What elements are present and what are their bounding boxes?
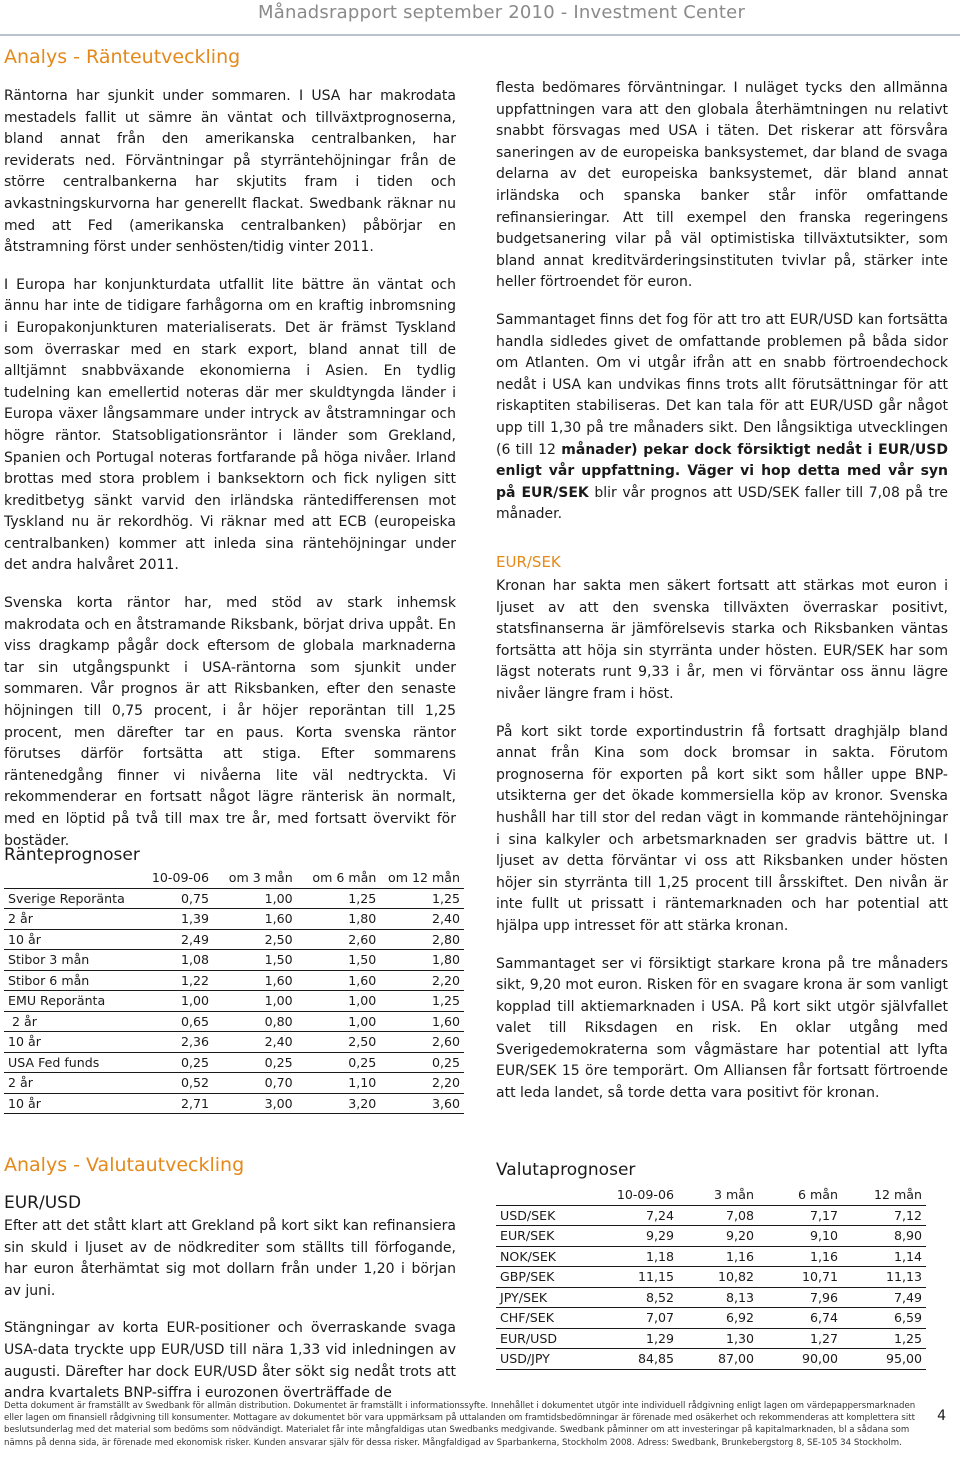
table-cell: 1,25: [297, 888, 381, 909]
table-row: [496, 1205, 926, 1226]
report-header: Månadsrapport september 2010 - Investment Center: [258, 2, 746, 23]
table-row: [496, 1267, 926, 1288]
table-cell: 2,60: [380, 1032, 464, 1053]
table-row: [496, 1349, 926, 1370]
table-cell: 2 år: [4, 909, 140, 930]
table-header: [496, 1185, 596, 1205]
table-cell: 1,00: [297, 991, 381, 1012]
table-row: [496, 1246, 926, 1267]
table-cell: 0,75: [140, 888, 213, 909]
table-cell: GBP/SEK: [496, 1267, 596, 1288]
table-row: [4, 1093, 464, 1114]
text-run: Sammantaget finns det fog för att tro att EUR/USD kan fortsätta handla sidledes givet de omfattande problemen på båda sidor om Atlanten. Om vi utgår ifrån att en snabb förtroendechock nedåt i USA kan undvikas finns trots allt förutsättningar för att riskaptiten stabiliseras. Det kan tala för att EUR/USD går något upp till 1,30 på tre månaders sikt. Den långsiktiga utvecklingen (6 till 12: [496, 311, 948, 458]
table-cell: 10 år: [4, 1032, 140, 1053]
table-cell: 0,52: [140, 1073, 213, 1094]
rates-right-column: [496, 78, 948, 542]
table-cell: 1,10: [297, 1073, 381, 1094]
table-cell: 2,60: [297, 929, 381, 950]
table-cell: 3,20: [297, 1093, 381, 1114]
table-cell: 11,15: [596, 1267, 678, 1288]
table-cell: 7,08: [678, 1205, 758, 1226]
table-cell: 2,50: [297, 1032, 381, 1053]
table-cell: 0,25: [380, 1052, 464, 1073]
table-row: [4, 1011, 464, 1032]
table-cell: 10 år: [4, 929, 140, 950]
fx-section-title: Analys - Valutautveckling: [4, 1154, 245, 1176]
table-cell: 10 år: [4, 1093, 140, 1114]
eursek-subtitle: EUR/SEK: [496, 553, 561, 571]
table-cell: 7,17: [758, 1205, 842, 1226]
table-cell: 1,60: [380, 1011, 464, 1032]
table-cell: 0,25: [213, 1052, 297, 1073]
table-row: [496, 1328, 926, 1349]
table-cell: 1,14: [842, 1246, 926, 1267]
paragraph: Sammantaget ser vi försiktigt starkare krona på tre månaders sikt, 9,20 mot euron. Risken för en svagare krona är som vanligt kopplad till aktiemarknaden i USA. På kort sikt utgör självfallet valet till Riksdagen en risk. En oklar utgång med Sverigedemokraterna som vågmästare har potential att lyfta EUR/SEK 15 öre temporärt. Om Alliansen får fortsatt förtroende att leda landet, så torde detta vara positivt för kronan.: [496, 955, 948, 1102]
paragraph: På kort sikt torde exportindustrin få fortsatt draghjälp bland annat från Kina som dock bromsar in sakta. Förutom prognoserna för exporten på kort sikt som håller uppe BNP-utsikterna ger det ökade kommersiella köp av kronor. Svenska hushåll har till stor del redan vägt in kommande räntehöjningar i sina kalkyler och arbetsmarknaden ser gradvis bättre ut. I ljuset av detta förväntar vi oss att Riksbanken under hösten höjer sin styrränta till 1,25 procent till årsskiftet. Den nivån är inte fullt ut prissatt i räntemarknaden och har potential att hjälpa upp intresset för att stärka kronan.: [496, 723, 948, 934]
disclaimer-footer: Detta dokument är framställt av Swedbank för allmän distribution. Dokumentet är framställt i informationssyfte. Innehållet i dokumentet utgör inte individuell rådgivning enligt lagen om värdepappersmarknaden eller lagen om finansiell rådgivning till konsumenter. Mottagare av dokumentet bör vara uppmärksam på uttalanden om framtidsbedömningar är förenade med osäkerhet och rekommenderas att komplettera sitt beslutsunderlag med det material som bedöms som nödvändigt. Materialet får inte mångfaldigas utan Swedbanks medgivande. Swedbank påminner om att investeringar på kapitalmarknaden, bl a sådana som nämns på denna sida, är förenade med ekonomisk risker. Kunden ansvarar själv för dessa risker. Mångfaldigad av Sparbankerna, Stockholm 2008. Adress: Swedbank, Brunkebergstorg 8, SE-105 34 Stockholm.: [4, 1401, 916, 1448]
fx-table-title: Valutaprognoser: [496, 1160, 636, 1180]
table-row: [496, 1287, 926, 1308]
table-header: 3 mån: [714, 1187, 754, 1203]
table-cell: 87,00: [678, 1349, 758, 1370]
table-cell: 7,24: [596, 1205, 678, 1226]
text-run: blir vår prognos att USD/SEK faller till 7,08 på tre månader.: [496, 484, 949, 523]
table-header: om 3 mån: [228, 870, 293, 886]
table-cell: 90,00: [758, 1349, 842, 1370]
table-row: [4, 1052, 464, 1073]
table-cell: 1,25: [380, 991, 464, 1012]
paragraph: Stängningar av korta EUR-positioner och överraskande svaga USA-data tryckte upp EUR/USD till nära 1,33 vid inledningen av augusti. Därefter har dock EUR/USD åter sökt sig nedåt trots att andra kvartalets BNP-siffra i eurozonen överträffade de: [4, 1320, 456, 1402]
table-cell: 7,49: [842, 1287, 926, 1308]
table-cell: JPY/SEK: [496, 1287, 596, 1308]
table-cell: 1,30: [678, 1328, 758, 1349]
table-header-row: [4, 868, 464, 888]
table-cell: 2,40: [213, 1032, 297, 1053]
rates-section-title: Analys - Ränteutveckling: [4, 46, 241, 68]
fx-forecast-table: [496, 1185, 926, 1370]
paragraph: [496, 310, 948, 526]
table-cell: USA Fed funds: [4, 1052, 140, 1073]
table-cell: 0,25: [140, 1052, 213, 1073]
table-cell: 1,00: [140, 991, 213, 1012]
table-cell: 9,20: [678, 1226, 758, 1247]
table-cell: 0,70: [213, 1073, 297, 1094]
paragraph: Efter att det stått klart att Grekland på kort sikt kan refinansiera sin skuld i ljuset av de nödkrediter som ställts till förfogande, har euron återhämtat sig mot dollarn från under 1,20 i början av juni.: [4, 1218, 456, 1299]
table-cell: 0,25: [297, 1052, 381, 1073]
table-cell: Stibor 3 mån: [4, 950, 140, 971]
table-header: 12 mån: [874, 1187, 922, 1203]
table-cell: 10,82: [678, 1267, 758, 1288]
table-cell: 1,80: [297, 909, 381, 930]
table-cell: 1,00: [213, 991, 297, 1012]
paragraph: flesta bedömares förväntningar. I nuläget tycks den allmänna uppfattningen vara att den globala återhämtningen nu relativt snabbt försvagas med USA i täten. Det riskerar att försvåra saneringen av de europeiska banksystemet, dar bland de svaga delarna av det europeiska banksystemet, där bland annat irländska och spanska banker står inför omfattande refinansieringar. Att till exempel den franska regeringens budgetsanering vilar på väl optimistiska tillväxtutsikter, som bland annat kreditvärderingsinstituten tvivlar på, stärker inte heller förtroendet för euron.: [496, 80, 948, 291]
header-divider: [0, 34, 960, 36]
table-cell: 7,96: [758, 1287, 842, 1308]
table-header: [4, 868, 140, 888]
table-header-row: [496, 1185, 926, 1205]
emphasis-text: månader) pekar dock försiktigt nedåt i EUR/USD enligt vår uppfattning. Väger vi hop detta med vår syn på EUR/SEK: [496, 441, 948, 501]
table-cell: 2,20: [380, 1073, 464, 1094]
table-cell: 10,71: [758, 1267, 842, 1288]
table-cell: 7,12: [842, 1205, 926, 1226]
table-row: [4, 888, 464, 909]
table-cell: 11,13: [842, 1267, 926, 1288]
table-header: 6 mån: [798, 1187, 838, 1203]
table-cell: NOK/SEK: [496, 1246, 596, 1267]
table-header: om 12 mån: [388, 870, 460, 886]
table-cell: 2 år: [4, 1073, 140, 1094]
fx-column: [4, 1216, 456, 1421]
table-cell: 1,80: [380, 950, 464, 971]
table-cell: Stibor 6 mån: [4, 970, 140, 991]
table-cell: 1,22: [140, 970, 213, 991]
table-cell: 2,50: [213, 929, 297, 950]
table-cell: 1,16: [758, 1246, 842, 1267]
table-cell: 1,39: [140, 909, 213, 930]
table-cell: USD/SEK: [496, 1205, 596, 1226]
table-row: [4, 1073, 464, 1094]
table-cell: 8,52: [596, 1287, 678, 1308]
eursek-column: [496, 576, 948, 1121]
table-cell: 1,60: [213, 970, 297, 991]
table-cell: 0,80: [213, 1011, 297, 1032]
table-cell: USD/JPY: [496, 1349, 596, 1370]
table-cell: 1,25: [842, 1328, 926, 1349]
table-cell: 9,10: [758, 1226, 842, 1247]
table-cell: 2,20: [380, 970, 464, 991]
table-cell: 0,65: [140, 1011, 213, 1032]
table-cell: 6,74: [758, 1308, 842, 1329]
table-cell: CHF/SEK: [496, 1308, 596, 1329]
table-cell: 84,85: [596, 1349, 678, 1370]
table-cell: 1,16: [678, 1246, 758, 1267]
table-cell: 1,60: [297, 970, 381, 991]
table-cell: EMU Reporänta: [4, 991, 140, 1012]
table-cell: 1,60: [213, 909, 297, 930]
table-cell: Sverige Reporänta: [4, 888, 140, 909]
table-cell: 1,25: [380, 888, 464, 909]
paragraph: Kronan har sakta men säkert fortsatt att stärkas mot euron i ljuset av att den svenska tillväxten överraskar positivt, statsfinanserna är jämförelsevis starka och Riksbanken väntas fortsätta att höja sin styrränta under hösten. EUR/SEK har som lägst noterats runt 9,33 i år, men vi förväntar oss ännu lägre nivåer längre fram i höst.: [496, 578, 948, 702]
rate-forecast-table: [4, 868, 464, 1114]
paragraph: Räntorna har sjunkit under sommaren. I USA har makrodata mestadels fallit ut sämre än väntat och tillväxtprognoserna, bland annat från den amerikanska centralbanken, har reviderats ned. Förväntningar på styrräntehöjningar från de större centralbankerna har skjutits fram i tiden och avkastningskurvorna har generellt flackat. Swedbank räknar nu med att Fed (amerikanska centralbanken) påbörjar en åtstramning först under senhösten/tidig vinter 2011.: [4, 88, 456, 256]
table-cell: EUR/SEK: [496, 1226, 596, 1247]
table-cell: 1,27: [758, 1328, 842, 1349]
table-row: [496, 1226, 926, 1247]
table-cell: 3,60: [380, 1093, 464, 1114]
table-cell: 1,50: [297, 950, 381, 971]
table-row: [4, 991, 464, 1012]
table-cell: 7,07: [596, 1308, 678, 1329]
table-row: [4, 929, 464, 950]
table-cell: 2,40: [380, 909, 464, 930]
table-cell: 1,08: [140, 950, 213, 971]
table-row: [496, 1308, 926, 1329]
table-cell: 1,00: [213, 888, 297, 909]
page-number: 4: [937, 1408, 946, 1424]
table-row: [4, 950, 464, 971]
paragraph: I Europa har konjunkturdata utfallit lite bättre än väntat och ännu har inte de tidigare farhågorna om en kraftig inbromsning i Europakonjunkturen materialiserats. Det är främst Tyskland som överraskar med en stark export, bland annat till de alltjämnt snabbväxande ekonomierna i Asien. En tydlig tudelning kan emellertid noteras där mer skuldtyngda länder i Europa växer långsammare under intryck av åtstramningar och högre räntor. Statsobligationsräntor i länder som Grekland, Spanien och Portugal noteras fortfarande på höga nivåer. Irland brottas med stora problem i banksektorn och fick nyligen sitt kreditbetyg sänkt varvid den irländska räntedifferensen mot Tyskland nu är rekordhög. Vi räknar med att ECB (europeiska centralbanken) kommer att inleda sina räntehöjningar under det andra halvåret 2011.: [4, 276, 456, 574]
table-row: [4, 1032, 464, 1053]
table-cell: 9,29: [596, 1226, 678, 1247]
table-cell: 95,00: [842, 1349, 926, 1370]
rate-table-title: Ränteprognoser: [4, 845, 140, 865]
table-cell: 2,36: [140, 1032, 213, 1053]
table-cell: 8,90: [842, 1226, 926, 1247]
table-cell: 1,18: [596, 1246, 678, 1267]
table-cell: 2,71: [140, 1093, 213, 1114]
table-cell: 1,29: [596, 1328, 678, 1349]
table-cell: 3,00: [213, 1093, 297, 1114]
paragraph: Svenska korta räntor har, med stöd av stark inhemsk makrodata och en åtstramande Riksbank, börjat driva uppåt. En viss dragkamp pågår dock eftersom de globala marknaderna tar sin utgångspunkt i USA-räntorna som sjunkit under sommaren. Vår prognos är att Riksbanken, efter den senaste höjningen till 0,75 procent, i år höjer reporäntan till 1,25 procent, men därefter tar en paus. Korta svenska räntor förutses därför fortsätta att stiga. Efter sommarens räntenedgång finner vi nivåerna lite väl nedtryckta. Vi rekommenderar en fortsatt något lägre ränterisk än normalt, med en löptid på två till max tre år, med fortsatt övervikt för bostäder.: [4, 595, 456, 849]
table-cell: 2,80: [380, 929, 464, 950]
table-cell: EUR/USD: [496, 1328, 596, 1349]
table-cell: 2 år: [4, 1011, 140, 1032]
table-cell: 1,50: [213, 950, 297, 971]
table-cell: 1,00: [297, 1011, 381, 1032]
table-header: om 6 mån: [312, 870, 377, 886]
table-cell: 6,59: [842, 1308, 926, 1329]
table-header: 10-09-06: [616, 1187, 674, 1203]
table-header: 10-09-06: [151, 870, 210, 886]
table-cell: 2,49: [140, 929, 213, 950]
table-cell: 6,92: [678, 1308, 758, 1329]
rates-left-column: [4, 86, 456, 868]
table-cell: 8,13: [678, 1287, 758, 1308]
eurusd-subtitle: EUR/USD: [4, 1193, 82, 1213]
table-row: [4, 970, 464, 991]
table-row: [4, 909, 464, 930]
